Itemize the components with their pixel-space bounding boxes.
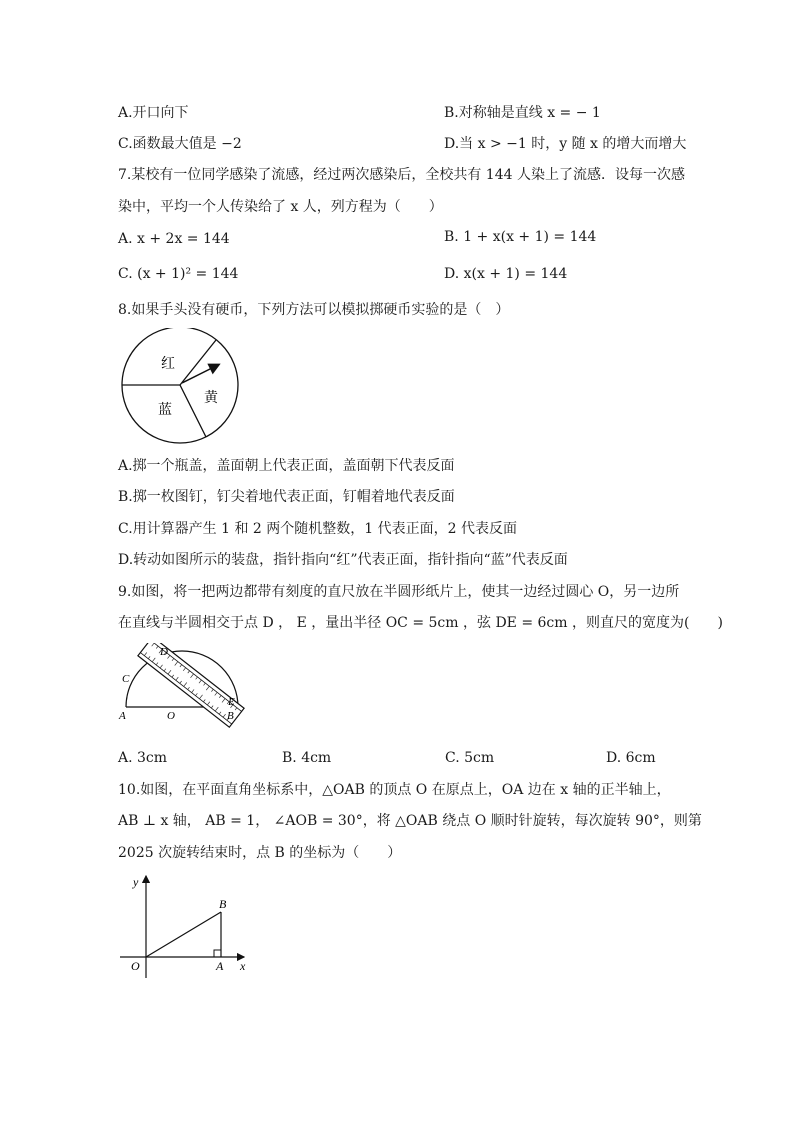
spinner-divider-bottom: [180, 385, 206, 437]
point-label-a: A: [216, 959, 224, 973]
q9-stem-line2: 在直线与半圆相交于点 D ， E ，量出半径 OC = 5cm ，弦 DE = 6cm ，则直尺的宽度为( ): [118, 615, 723, 631]
q9-option-b: B. 4cm: [282, 750, 332, 766]
q7-stem-line1: 7.某校有一位同学感染了流感，经过两次感染后，全校共有 144 人染上了流感．设每一次感: [118, 167, 685, 183]
axis-label-y: y: [133, 875, 139, 889]
point-label-b: B: [227, 710, 234, 722]
q6-option-b: B.对称轴是直线 x = − 1: [444, 105, 601, 121]
q9-option-c: C. 5cm: [445, 750, 495, 766]
q7-option-c: C. (x + 1)² = 144: [118, 266, 239, 282]
spinner-label-blue: 蓝: [158, 402, 172, 418]
q8-option-c: C.用计算器产生 1 和 2 两个随机整数，1 代表正面，2 代表反面: [118, 521, 517, 537]
spinner-divider-top: [180, 340, 216, 385]
q6-option-c: C.函数最大值是 −2: [118, 136, 242, 152]
point-label-a: A: [119, 710, 126, 722]
q10-stem-line3: 2025 次旋转结束时，点 B 的坐标为（ ）: [118, 845, 402, 861]
segment-ob: [146, 912, 221, 957]
q8-option-d: D.转动如图所示的装盘，指针指向“红”代表正面，指针指向“蓝”代表反面: [118, 552, 568, 568]
spinner-figure: [118, 328, 244, 450]
spinner-label-yellow: 黄: [204, 390, 218, 406]
ruler-semicircle-figure: [116, 643, 246, 735]
q10-stem-line1: 10.如图，在平面直角坐标系中，△OAB 的顶点 O 在原点上，OA 边在 x 轴的正半轴上，: [118, 782, 671, 798]
q9-option-d: D. 6cm: [606, 750, 656, 766]
right-angle-mark: [214, 950, 221, 957]
point-label-c: C: [122, 673, 130, 685]
q7-stem-line2: 染中，平均一个人传染给了 x 人，列方程为（ ）: [118, 199, 443, 215]
point-label-b: B: [219, 897, 227, 911]
point-label-d: D: [160, 646, 168, 658]
q6-option-a: A.开口向下: [118, 105, 189, 121]
q8-option-b: B.掷一枚图钉，钉尖着地代表正面，钉帽着地代表反面: [118, 489, 455, 505]
coordinate-figure: [116, 870, 256, 980]
q7-option-a: A. x + 2x = 144: [118, 231, 230, 247]
q7-option-b: B. 1 + x(x + 1) = 144: [444, 229, 597, 245]
axis-label-x: x: [240, 959, 246, 973]
point-label-o: O: [167, 710, 175, 722]
q9-option-a: A. 3cm: [118, 750, 168, 766]
q7-option-d: D. x(x + 1) = 144: [444, 266, 568, 282]
q6-option-d: D.当 x > −1 时，y 随 x 的增大而增大: [444, 136, 687, 152]
spinner-label-red: 红: [161, 356, 175, 372]
q10-stem-line2: AB ⊥ x 轴， AB = 1， ∠AOB = 30°，将 △OAB 绕点 O 顺时针旋转，每次旋转 90°，则第: [118, 813, 702, 829]
q8-option-a: A.掷一个瓶盖，盖面朝上代表正面，盖面朝下代表反面: [118, 458, 455, 474]
q8-stem: 8.如果手头没有硬币，下列方法可以模拟掷硬币实验的是（ ）: [118, 302, 510, 318]
spinner-pointer-arrow: [182, 365, 218, 383]
point-label-e: E: [228, 696, 235, 708]
q9-stem-line1: 9.如图，将一把两边都带有刻度的直尺放在半圆形纸片上，使其一边经过圆心 O，另一边所: [118, 584, 680, 600]
point-label-o: O: [131, 959, 140, 973]
